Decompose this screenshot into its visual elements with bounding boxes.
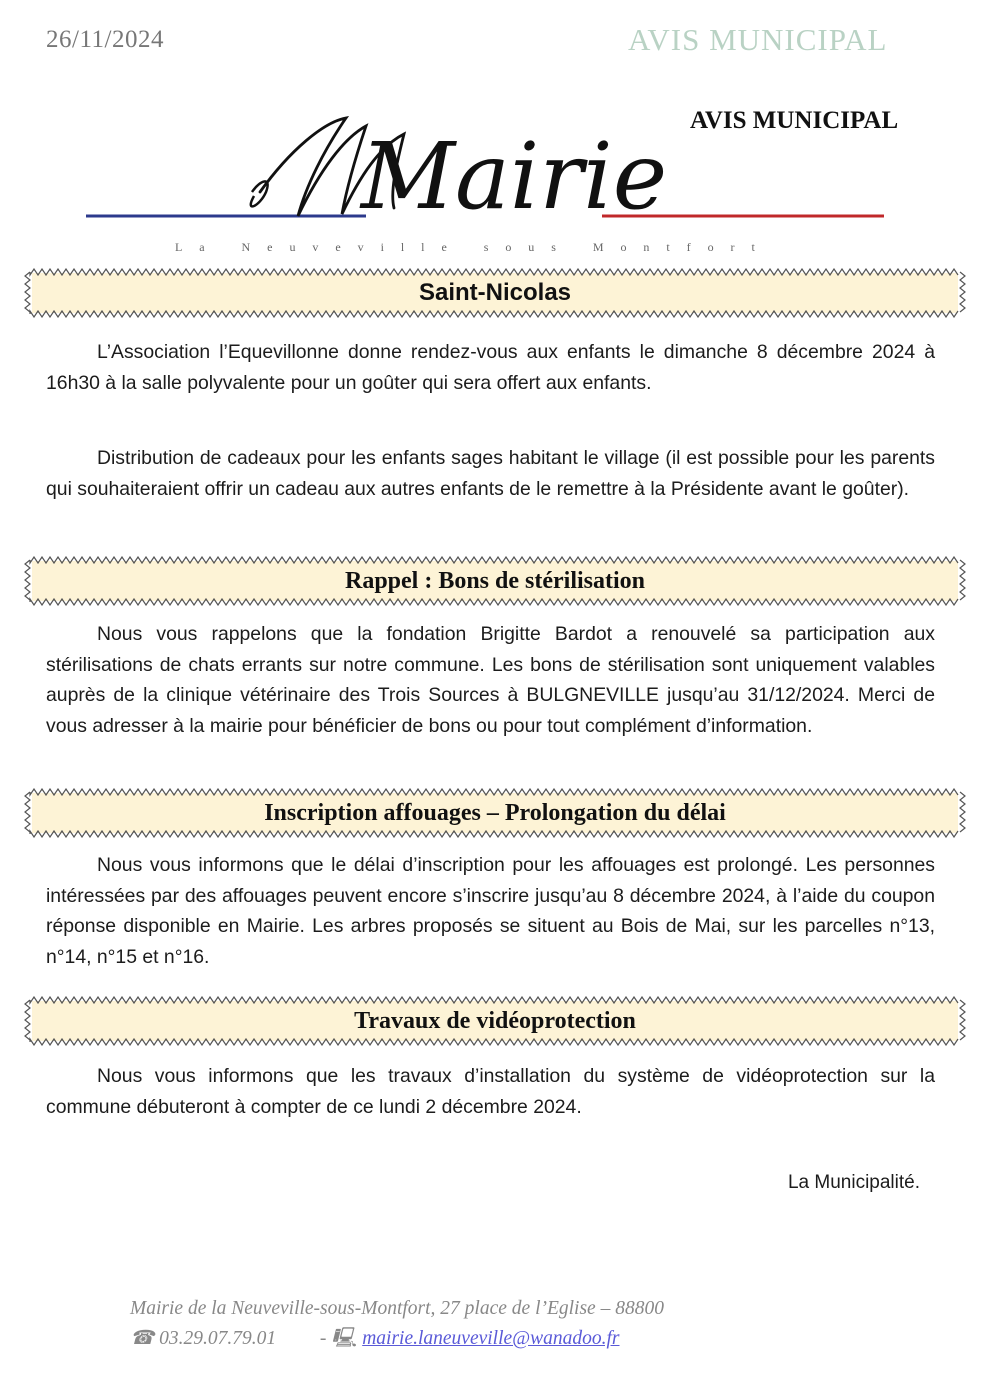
section-banner-affouages (24, 788, 966, 838)
footer-address: Mairie de la Neuveville-sous-Montfort, 27 place de l’Eglise – 88800 (130, 1298, 664, 1319)
logo-word: Mairie (360, 123, 668, 230)
section-title: Inscription affouages – Prolongation du délai (264, 799, 726, 826)
footer-phone: 03.29.07.79.01 (159, 1328, 277, 1349)
section-title: Travaux de vidéoprotection (354, 1007, 636, 1034)
section-banner-sterilisation (24, 556, 966, 606)
email-link[interactable]: mairie.laneuveville@wanadoo.fr (362, 1328, 620, 1349)
section-paragraph: Distribution de cadeaux pour les enfants sages habitant le village (il est possible pour les parents qui souhaiteraient offrir un cadeau aux autres enfants de le remettre à la Présidente avant le goûter). (46, 447, 935, 500)
section-banner-saint-nicolas (24, 268, 966, 318)
section-paragraph: Nous vous informons que le délai d’inscription pour les affouages est prolongé. Les personnes intéressées par des affouages peuvent encore s’inscrire jusqu’au 8 décembre 2024, à l’aide du coupon réponse disponible en Mairie. Les arbres proposés se situent au Bois de Mai, sur les parcelles n°13, n°14, n°15 et n°16. (46, 854, 935, 968)
computer-icon: 🖳 (331, 1328, 358, 1349)
section-paragraph: Nous vous rappelons que la fondation Brigitte Bardot a renouvelé sa participation aux stérilisations de chats errants sur notre commune. Les bons de stérilisation sont uniquement valables auprès de la clinique vétérinaire des Trois Sources à BULGNEVILLE jusqu’au 31/12/2024. Merci de vous adresser à la mairie pour bénéficier de bons ou pour tout complément d’information. (46, 623, 935, 737)
telephone-icon: ☎ (130, 1328, 155, 1349)
signature: La Municipalité. (787, 1172, 920, 1193)
footer-separator: - (319, 1328, 327, 1349)
watermark-title: AVIS MUNICIPAL (628, 22, 888, 57)
section-paragraph: L’Association l’Equevillonne donne rendez-vous aux enfants le dimanche 8 décembre 2024 à 16h30 à la salle polyvalente pour un goûter qui sera offert aux enfants. (46, 341, 935, 394)
page-title: AVIS MUNICIPAL (690, 107, 899, 134)
section-title: Rappel : Bons de stérilisation (344, 567, 646, 594)
section-banner-videoprotection (24, 996, 966, 1046)
section-paragraph: Nous vous informons que les travaux d’installation du système de vidéoprotection sur la commune débuteront à compter de ce lundi 2 décembre 2024. (46, 1065, 935, 1118)
mairie-logo (84, 100, 894, 260)
logo-subtitle: L a N e u v e v i l l e s o u s M o n t f o r t (175, 240, 755, 254)
footer-contact (130, 1324, 620, 1357)
document-date: 26/11/2024 (46, 26, 164, 53)
section-title: Saint-Nicolas (418, 279, 572, 306)
